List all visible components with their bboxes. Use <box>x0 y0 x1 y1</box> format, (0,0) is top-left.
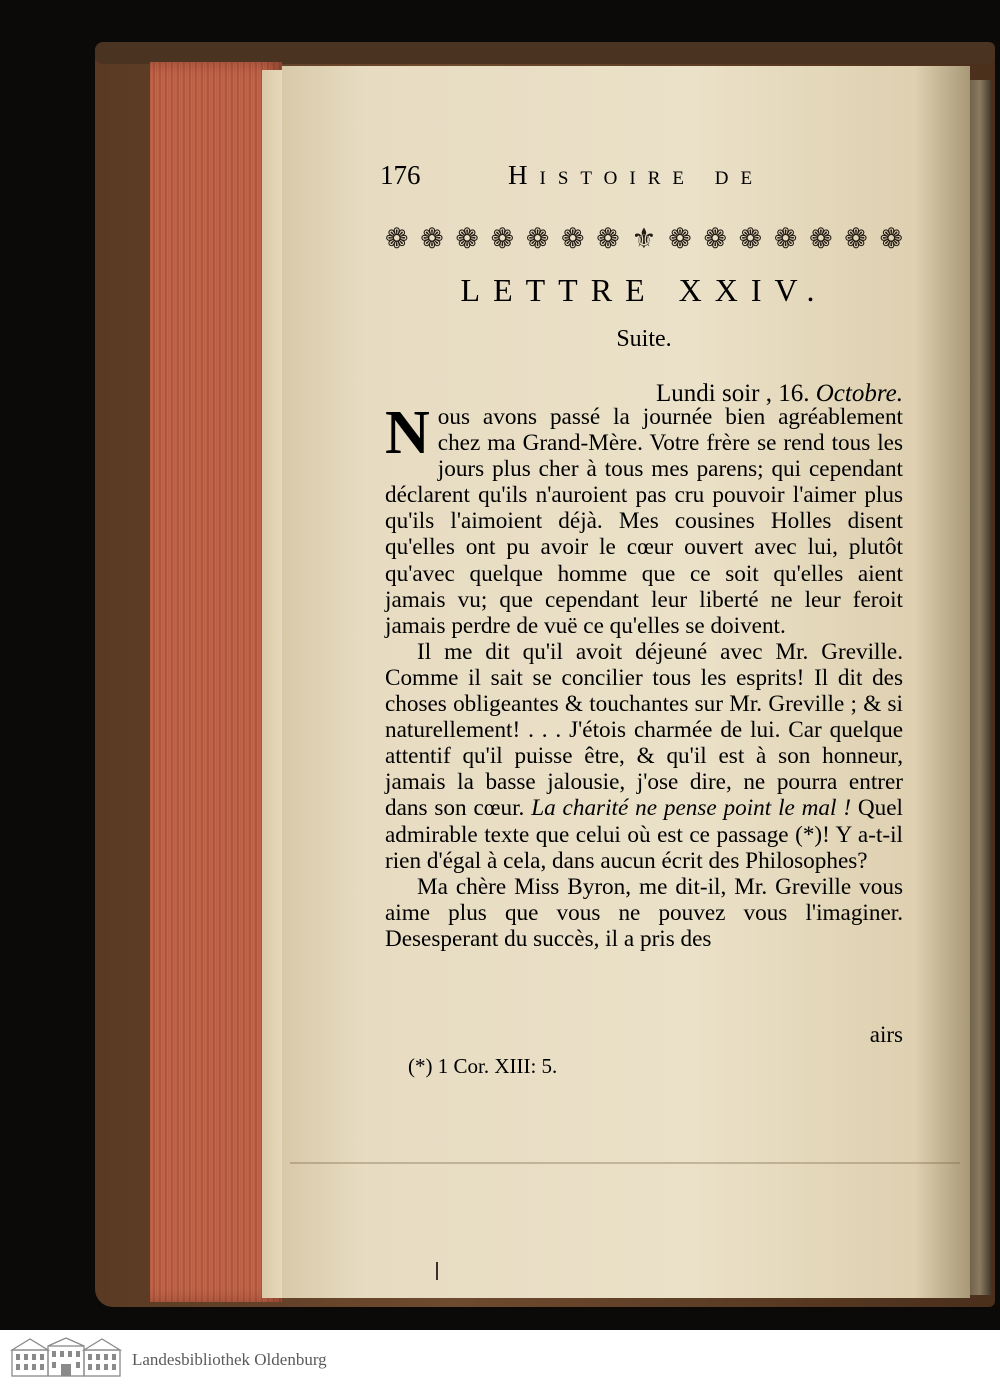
library-name: Landesbibliothek Oldenburg <box>132 1350 327 1369</box>
paragraph-text: Quel admirable texte que celui où est ce passage (*)! Y a-t-il rien d'égal à cela, dans aucun écrit des Philosophes? <box>385 795 903 874</box>
page-number: 176 <box>380 160 421 190</box>
letter-title: LETTRE XXIV. <box>460 272 828 308</box>
ornament-icon: ❁ <box>455 224 479 255</box>
paragraph-text: ous avons passé la journée bien agréablement chez ma Grand-Mère. Votre frère se rend tous les jours plus cher à tous mes parens; qui cependant déclarent qu'ils n'auroient pas cru pouvoir l'aimer plus qu'ils l'aimoient déjà. Mes cousines Holles disent qu'elles ont pu avoir le cœur ouvert avec lui, plutôt qu'avec quelque homme que ce soit qu'elles aient jamais vu; que cependant leur liberté ne leur feroit jamais perdre de vuë ce qu'elles se doivent. <box>385 404 903 639</box>
ornament-icon: ❁ <box>668 224 692 255</box>
book-cover-top <box>95 42 995 64</box>
letter-subtitle: Suite. <box>616 326 672 352</box>
library-footer <box>0 1330 1000 1386</box>
footnote: (*) 1 Cor. XIII: 5. <box>408 1054 558 1078</box>
ornament-icon: ❁ <box>490 224 515 255</box>
ornament-icon: ❁ <box>525 224 550 255</box>
drop-cap: N <box>385 399 430 467</box>
italic-quote: La charité ne pense point le mal ! <box>531 795 852 822</box>
ornament-band <box>385 222 903 256</box>
ornament-icon: ⚜ <box>631 224 657 255</box>
ornament-icon: ❁ <box>844 224 868 255</box>
ornament-icon: ❁ <box>773 224 798 255</box>
paragraph <box>385 399 903 639</box>
running-header <box>380 160 820 190</box>
page-crease <box>290 1162 960 1164</box>
paragraph-text: Ma chère Miss Byron, me dit-il, Mr. Greville vous aime plus que vous ne pouvez vous l'imaginer. Desesperant du succès, il a pris des <box>385 873 903 952</box>
ornament-icon: ❁ <box>703 224 727 255</box>
dateline-day: Lundi soir , 16. <box>656 380 810 407</box>
pencil-mark <box>436 1262 438 1280</box>
ornament-icon: ❁ <box>738 224 763 255</box>
ornament-icon: ❁ <box>561 224 585 255</box>
ornament-icon: ❁ <box>385 224 409 255</box>
catchword: airs <box>869 1022 903 1047</box>
paragraph-text: Il me dit qu'il avoit déjeuné avec Mr. Greville. Comme il sait se concilier tous les esprits! Il dit des choses obligeantes & touchantes sur Mr. Greville ; & si naturellement! . . . J'étois charmée de lui. Car quelque attentif qu'il puisse être, & qu'il est à son honneur, jamais la basse jalousie, j'ose dire, ne pourra entrer dans son cœur. <box>385 638 903 822</box>
dateline-month: Octobre. <box>815 380 903 407</box>
paragraph <box>385 874 903 952</box>
ornament-icon: ❁ <box>879 224 903 255</box>
ornament-icon: ❁ <box>420 224 444 255</box>
paragraph <box>385 639 903 874</box>
ornament-icon: ❁ <box>596 224 620 255</box>
ornament-icon: ❁ <box>809 224 833 255</box>
letter-body <box>385 399 903 952</box>
library-building-icon <box>10 1336 122 1378</box>
running-head: Histoire de <box>508 160 765 190</box>
